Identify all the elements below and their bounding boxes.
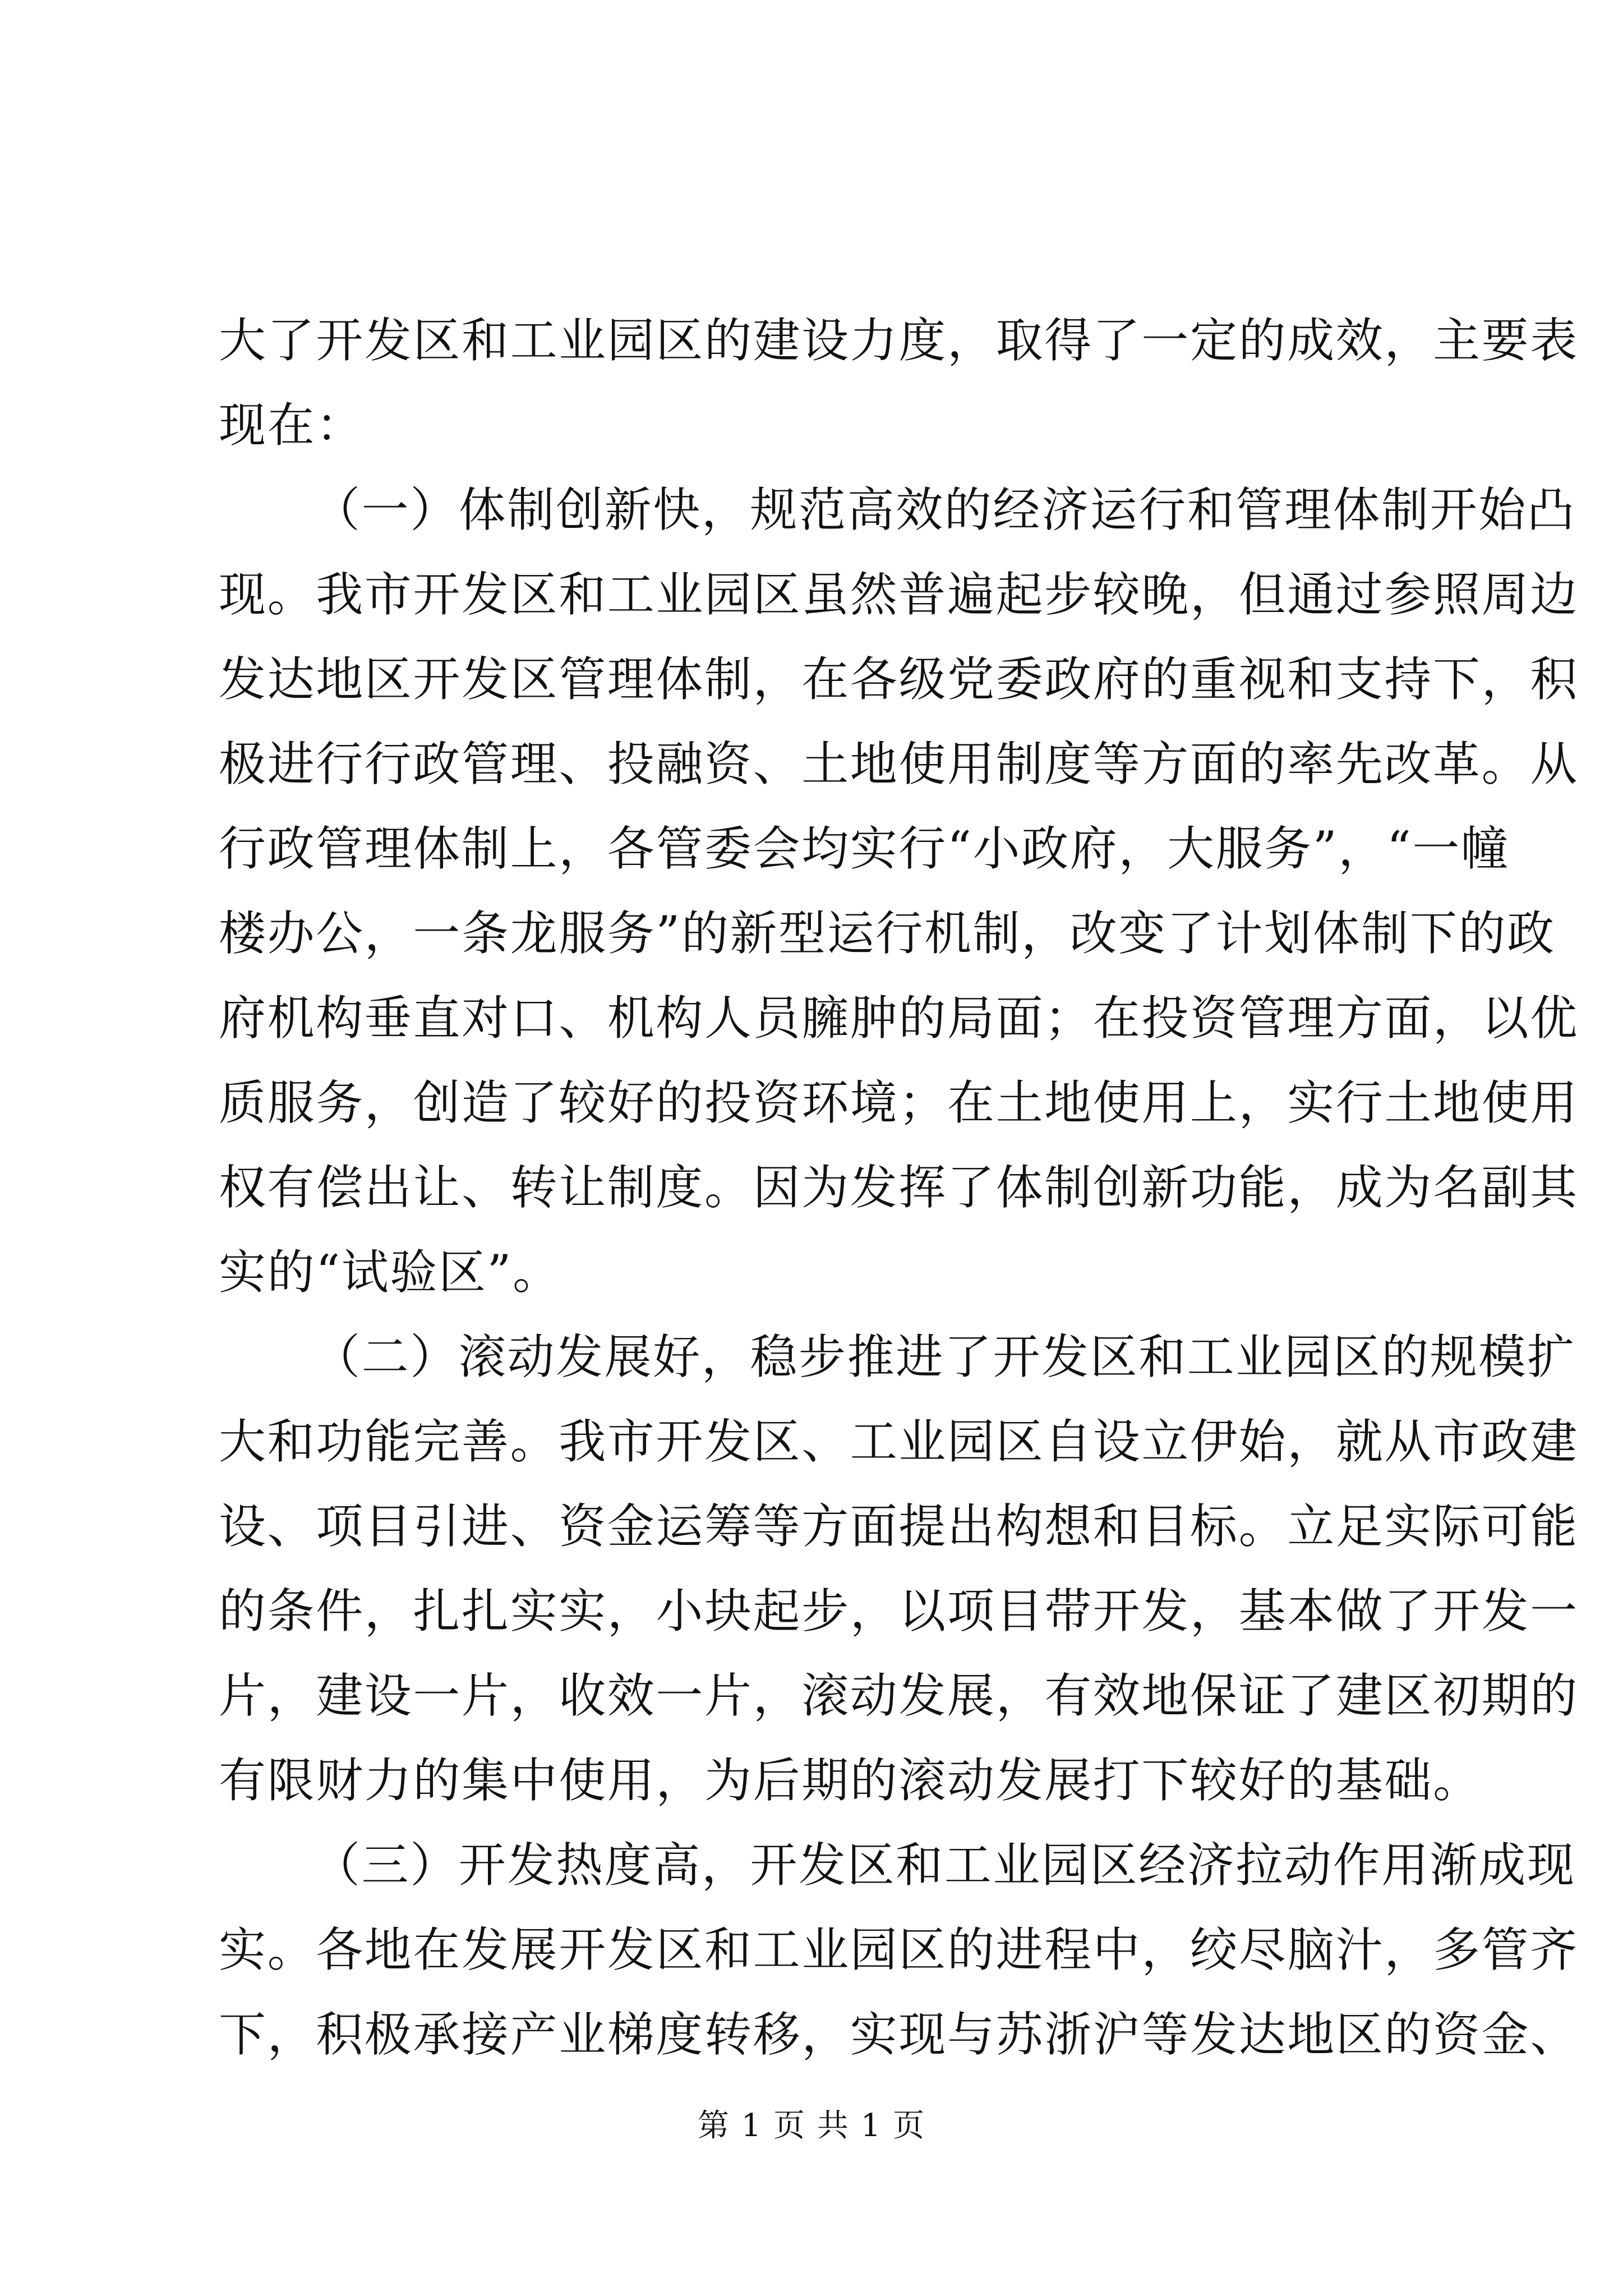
text-line: 实的“试验区”。 bbox=[219, 1245, 561, 1300]
text-line: 有限财力的集中使用，为后期的滚动发展打下较好的基础。 bbox=[219, 1753, 1482, 1808]
text-line: 权有偿出让、转让制度。因为发挥了体制创新功能，成为名副其 bbox=[219, 1160, 1579, 1215]
text-line: 大和功能完善。我市开发区、工业园区自设立伊始，就从市政建 bbox=[219, 1414, 1579, 1469]
text-line: 现。我市开发区和工业园区虽然普遍起步较晚，但通过参照周边 bbox=[219, 567, 1579, 622]
text-line: 设、项目引进、资金运筹等方面提出构想和目标。立足实际可能 bbox=[219, 1499, 1579, 1554]
page-footer: 第 1 页 共 1 页 bbox=[697, 2108, 926, 2144]
text-line: 片，建设一片，收效一片，滚动发展，有效地保证了建区初期的 bbox=[219, 1668, 1579, 1723]
section-heading-line: （三）开发热度高，开发区和工业园区经济拉动作用渐成现 bbox=[313, 1838, 1576, 1893]
text-line: 行政管理体制上，各管委会均实行“小政府，大服务”，“一幢 bbox=[219, 821, 1510, 876]
text-line: 楼办公，一条龙服务”的新型运行机制，改变了计划体制下的政 bbox=[219, 906, 1556, 961]
text-line: 下，积极承接产业梯度转移，实现与苏浙沪等发达地区的资金、 bbox=[219, 2007, 1579, 2062]
text-line: 大了开发区和工业园区的建设力度，取得了一定的成效，主要表 bbox=[219, 313, 1579, 368]
text-line: 发达地区开发区管理体制，在各级党委政府的重视和支持下，积 bbox=[219, 652, 1579, 707]
section-heading-line: （二）滚动发展好，稳步推进了开发区和工业园区的规模扩 bbox=[313, 1329, 1576, 1384]
text-line: 极进行行政管理、投融资、土地使用制度等方面的率先改革。从 bbox=[219, 737, 1579, 792]
text-line: 府机构垂直对口、机构人员臃肿的局面；在投资管理方面，以优 bbox=[219, 991, 1579, 1046]
text-line: 的条件，扎扎实实，小块起步，以项目带开发，基本做了开发一 bbox=[219, 1584, 1579, 1639]
text-line: 现在： bbox=[219, 398, 365, 453]
body-text bbox=[219, 298, 1579, 2077]
text-line: 质服务，创造了较好的投资环境；在土地使用上，实行土地使用 bbox=[219, 1075, 1579, 1130]
text-line: 实。各地在发展开发区和工业园区的进程中，绞尽脑汁，多管齐 bbox=[219, 1922, 1579, 1977]
section-heading-line: （一）体制创新快，规范高效的经济运行和管理体制开始凸 bbox=[313, 482, 1576, 537]
